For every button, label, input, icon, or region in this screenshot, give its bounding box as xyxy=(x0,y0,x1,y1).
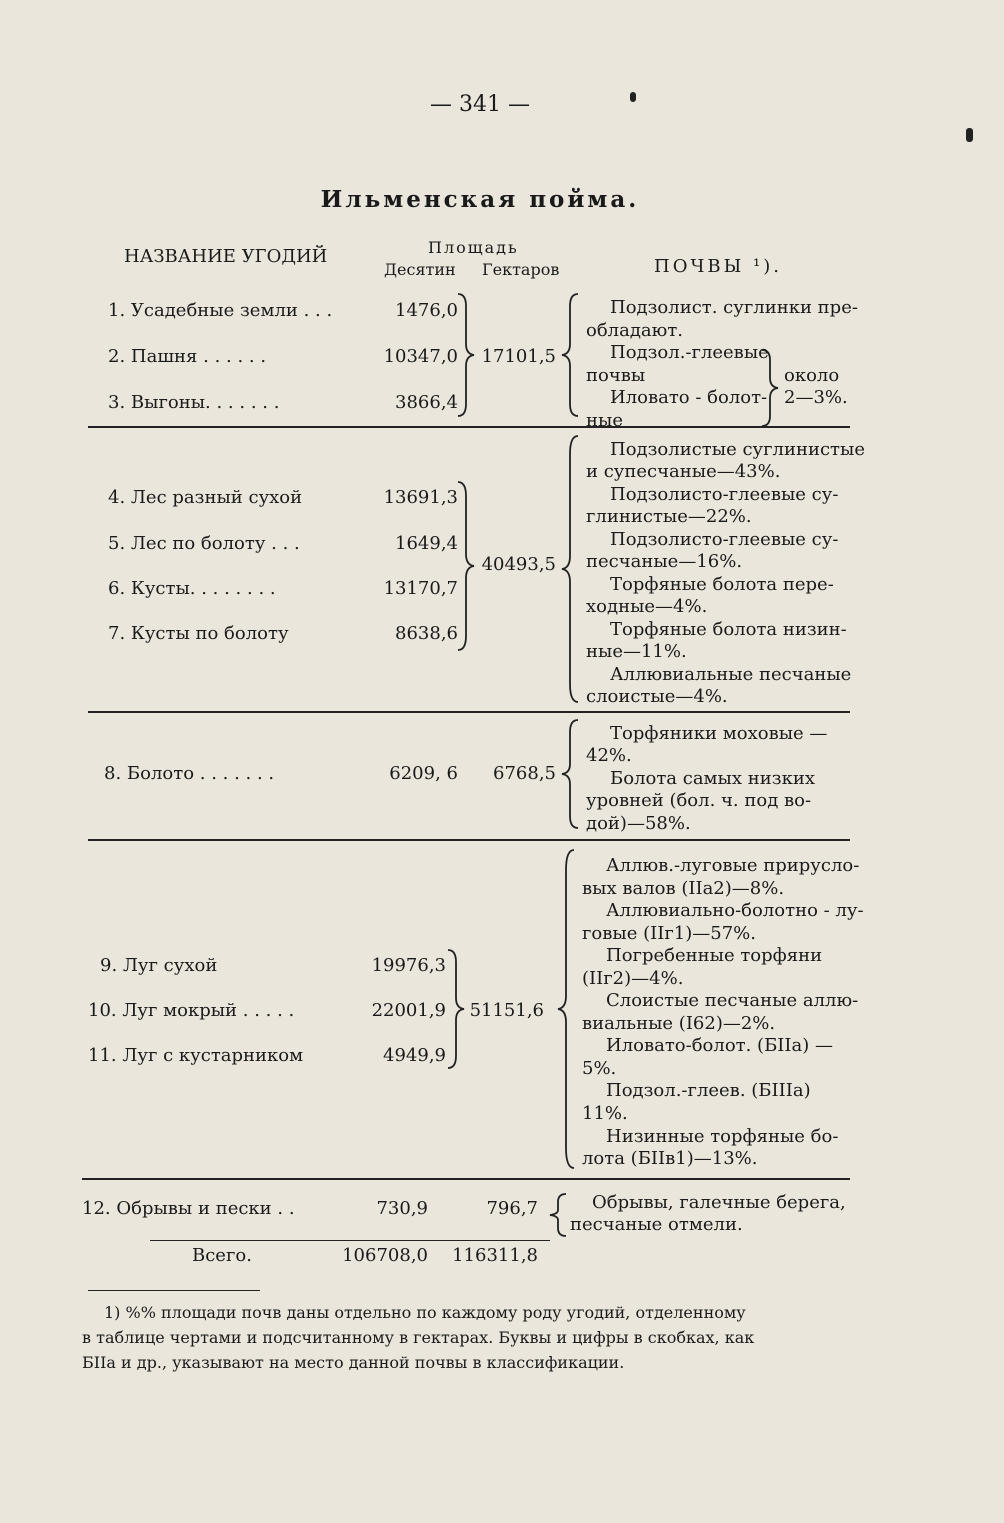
left-brace-icon xyxy=(556,848,576,1170)
right-brace-icon xyxy=(456,292,476,418)
section-rule xyxy=(82,1178,850,1180)
row-label: 7. Кусты по болоту xyxy=(108,623,289,644)
group-hectares: 51151,6 xyxy=(469,1000,544,1021)
row-label: 12. Обрывы и пески . . xyxy=(82,1198,295,1219)
soil-line: Аллювиальные песчаные xyxy=(610,664,852,685)
soil-line: Аллюв.-луговые прирусло- xyxy=(606,855,860,876)
soil-line: слоистые—4%. xyxy=(586,686,728,707)
left-brace-icon xyxy=(560,292,580,418)
soil-line: Иловато-болот. (БIIа) — xyxy=(606,1035,834,1056)
header-hectares: Гектаров xyxy=(482,260,560,279)
desyatin-value: 10347,0 xyxy=(383,346,458,367)
footnote-line: БIIа и др., указывают на место данной почвы в классификации. xyxy=(82,1353,625,1372)
soil-line: песчаные—16%. xyxy=(586,551,743,572)
soil-line: Подзол.-глеев. (БIIIа) xyxy=(606,1080,811,1101)
section-rule xyxy=(88,711,850,713)
soil-line: песчаные отмели. xyxy=(570,1214,743,1235)
section-rule xyxy=(88,426,850,428)
desyatin-value: 13170,7 xyxy=(383,578,458,599)
desyatin-value: 4949,9 xyxy=(383,1045,446,1066)
page-title: Ильменская пойма. xyxy=(320,186,640,213)
desyatin-value: 22001,9 xyxy=(371,1000,446,1021)
soil-line: обладают. xyxy=(586,320,684,341)
row-label: 2. Пашня . . . . . . xyxy=(108,346,267,367)
soil-line: виальные (I62)—2%. xyxy=(582,1013,776,1034)
soil-line: глинистые—22%. xyxy=(586,506,752,527)
page-number: — 341 — xyxy=(430,92,530,117)
soil-line: ные—11%. xyxy=(586,641,687,662)
soil-line: Торфяные болота низин- xyxy=(610,619,847,640)
right-brace-icon xyxy=(456,480,476,652)
soil-line: ходные—4%. xyxy=(586,596,708,617)
soil-line: Торфяные болота пере- xyxy=(610,574,834,595)
soil-line: Погребенные торфяни xyxy=(606,945,823,966)
desyatin-value: 730,9 xyxy=(376,1198,428,1219)
soil-line: Подзолистые суглинистые xyxy=(610,439,865,460)
group-hectares: 17101,5 xyxy=(481,346,556,367)
soil-line: 42%. xyxy=(586,745,632,766)
soil-line: Обрывы, галечные берега, xyxy=(592,1192,846,1213)
header-name: НАЗВАНИЕ УГОДИЙ xyxy=(124,246,328,267)
row-label: 8. Болото . . . . . . . xyxy=(104,763,275,784)
soil-line: около xyxy=(784,365,840,386)
row-label: 1. Усадебные земли . . . xyxy=(108,300,333,321)
desyatin-value: 1649,4 xyxy=(395,533,458,554)
group-hectares: 796,7 xyxy=(486,1198,538,1219)
row-label: 11. Луг с кустарником xyxy=(88,1045,304,1066)
soil-line: Подзолисто-глеевые су- xyxy=(610,529,839,550)
left-brace-icon xyxy=(560,434,580,704)
soil-line: Слоистые песчаные аллю- xyxy=(606,990,859,1011)
total-rule xyxy=(150,1240,550,1241)
soil-line: 11%. xyxy=(582,1103,628,1124)
total-hectares: 116311,8 xyxy=(452,1245,538,1266)
header-area: Площадь xyxy=(428,238,519,257)
soil-line: почвы xyxy=(586,365,646,386)
soil-line: Подзолисто-глеевые су- xyxy=(610,484,839,505)
desyatin-value: 3866,4 xyxy=(395,392,458,413)
section-rule xyxy=(88,839,850,841)
soil-line: 2—3%. xyxy=(784,387,848,408)
soil-line: говые (IIг1)—57%. xyxy=(582,923,756,944)
group-hectares: 40493,5 xyxy=(481,554,556,575)
group-hectares: 6768,5 xyxy=(493,763,556,784)
row-label: 10. Луг мокрый . . . . . xyxy=(88,1000,295,1021)
desyatin-value: 1476,0 xyxy=(395,300,458,321)
soil-line: вых валов (IIa2)—8%. xyxy=(582,878,785,899)
footnote-line: в таблице чертами и подсчитанному в гектарах. Буквы и цифры в скобках, как xyxy=(82,1328,755,1347)
soil-line: и супесчаные—43%. xyxy=(586,461,781,482)
soil-line: Торфяники моховые — xyxy=(610,723,828,744)
soil-line: лота (БIIв1)—13%. xyxy=(582,1148,758,1169)
desyatin-value: 19976,3 xyxy=(371,955,446,976)
row-label: 9. Луг сухой xyxy=(100,955,218,976)
soil-line: Иловато - болот- xyxy=(610,387,768,408)
left-brace-icon xyxy=(560,718,580,830)
soil-line: дой)—58%. xyxy=(586,813,691,834)
desyatin-value: 13691,3 xyxy=(383,487,458,508)
total-desyatin: 106708,0 xyxy=(342,1245,428,1266)
footnote xyxy=(82,1300,872,1375)
soil-line: Аллювиально-болотно - лу- xyxy=(606,900,864,921)
header-soils: ПОЧВЫ ¹). xyxy=(654,256,782,277)
desyatin-value: 8638,6 xyxy=(395,623,458,644)
footnote-rule xyxy=(88,1290,260,1291)
soil-line: 5%. xyxy=(582,1058,617,1079)
row-label: 5. Лес по болоту . . . xyxy=(108,533,300,554)
print-speck xyxy=(966,128,973,142)
soil-line: Низинные торфяные бо- xyxy=(606,1126,839,1147)
total-label: Всего. xyxy=(192,1245,252,1266)
soil-line: Болота самых низких xyxy=(610,768,815,789)
footnote-line: 1) %% площади почв даны отдельно по каждому роду угодий, отделенному xyxy=(104,1303,746,1322)
row-label: 4. Лес разный сухой xyxy=(108,487,303,508)
soil-line: Подзол.-глеевые xyxy=(610,342,769,363)
header-desyatin: Десятин xyxy=(384,260,456,279)
soil-line: уровней (бол. ч. под во- xyxy=(586,790,812,811)
desyatin-value: 6209, 6 xyxy=(389,763,458,784)
soil-line: (IIг2)—4%. xyxy=(582,968,684,989)
row-label: 3. Выгоны. . . . . . . xyxy=(108,392,280,413)
row-label: 6. Кусты. . . . . . . . xyxy=(108,578,276,599)
soil-line: ные xyxy=(586,410,623,431)
right-brace-icon xyxy=(446,948,466,1070)
left-brace-icon xyxy=(548,1192,568,1238)
soil-line: Подзолист. суглинки пре- xyxy=(610,297,858,318)
